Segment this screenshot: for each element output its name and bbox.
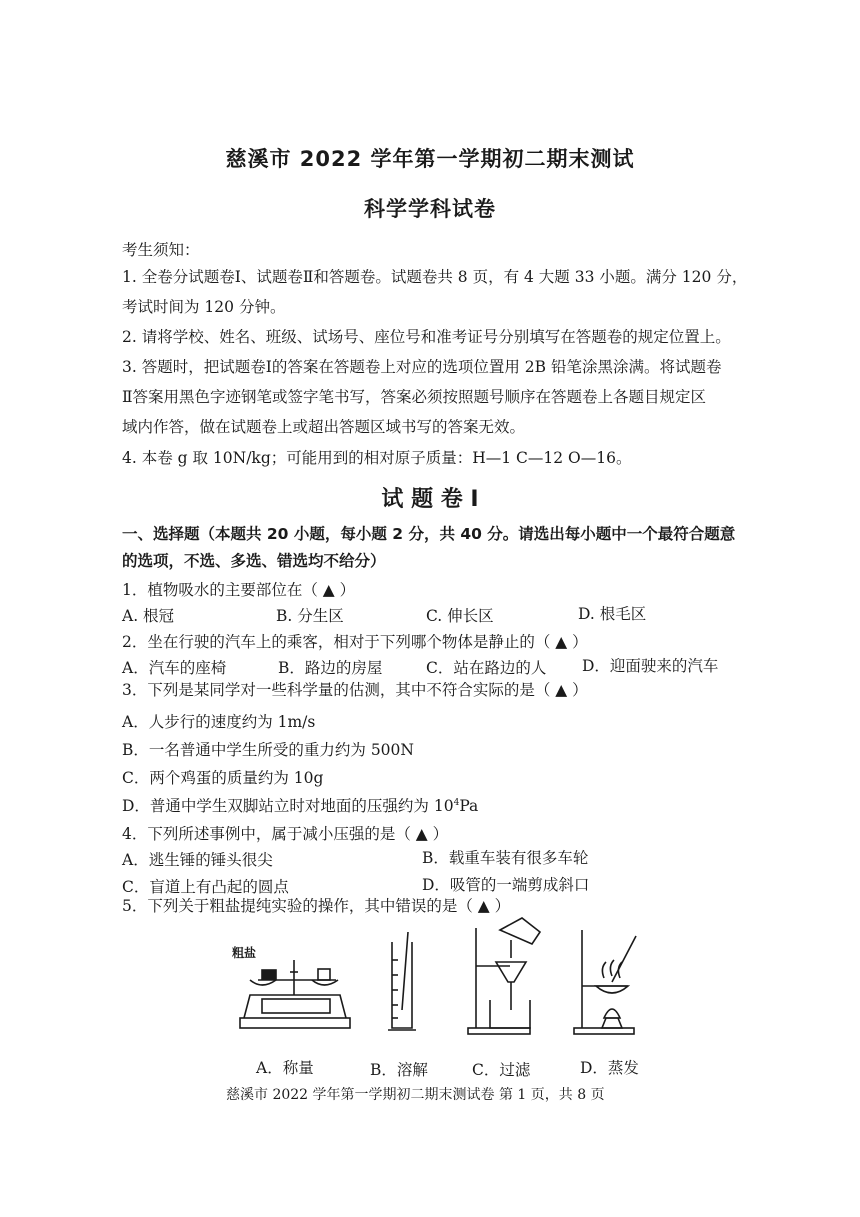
option: D. 根毛区 — [578, 605, 647, 623]
figure-caption: D．蒸发 — [580, 1059, 639, 1077]
section-title: 试 题 卷 Ⅰ — [381, 487, 479, 512]
page-footer: 慈溪市 2022 学年第一学期初二期末测试卷 第 1 页，共 8 页 — [226, 1087, 605, 1103]
section-instructions: 的选项，不选、多选、错选均不给分） — [122, 552, 386, 570]
figure-caption: B．溶解 — [370, 1061, 428, 1079]
page-title: 慈溪市 2022 学年第一学期初二期末测试 — [225, 147, 635, 171]
option: A．逃生锤的锤头很尖 — [122, 851, 273, 869]
option: C. 伸长区 — [426, 607, 494, 625]
option: D．普通中学生双脚站立时对地面的压强约为 $10^4Pa$ — [122, 797, 479, 815]
option: A．人步行的速度约为 1m/s — [122, 713, 316, 731]
option: B．路边的房屋 — [278, 659, 383, 677]
notice-item: 4. 本卷 g 取 10N/kg；可能用到的相对原子质量：H—1 C—12 O—16。 — [122, 449, 632, 467]
notice-item: 2. 请将学校、姓名、班级、试场号、座位号和准考证号分别填写在答题卷的规定位置上。 — [122, 328, 731, 346]
figure-label: 粗盐 — [232, 946, 257, 960]
option: A．汽车的座椅 — [122, 659, 227, 677]
option: D．吸管的一端剪成斜口 — [422, 876, 590, 894]
question-stem: 1．植物吸水的主要部位在（ ▲ ） — [122, 581, 356, 599]
figure-caption: A．称量 — [256, 1059, 314, 1077]
notice-item: 1. 全卷分试题卷Ⅰ、试题卷Ⅱ和答题卷。试题卷共 8 页，有 4 大题 33 小题。满分 120 分， — [122, 268, 748, 286]
option: C．盲道上有凸起的圆点 — [122, 878, 289, 896]
notice-item: 3. 答题时，把试题卷Ⅰ的答案在答题卷上对应的选项位置用 2B 铅笔涂黑涂满。将试题卷 — [122, 358, 722, 376]
option: C．两个鸡蛋的质量约为 10g — [122, 769, 324, 787]
option: B. 分生区 — [276, 607, 344, 625]
notice-item: Ⅱ答案用黑色字迹钢笔或签字笔书写，答案必须按照题号顺序在答题卷上各题目规定区 — [122, 388, 707, 406]
filtration-setup-icon — [468, 918, 540, 1034]
graduated-cylinder-icon — [388, 932, 416, 1030]
option: D．迎面驶来的汽车 — [582, 657, 719, 675]
option: C．站在路边的人 — [426, 659, 547, 677]
option: B．载重车装有很多车轮 — [422, 849, 589, 867]
notice-heading: 考生须知： — [122, 241, 200, 259]
question-stem: 4．下列所述事例中，属于减小压强的是（ ▲ ） — [122, 825, 449, 843]
balance-scale-icon — [240, 960, 350, 1028]
notice-item: 域内作答，做在试题卷上或超出答题区域书写的答案无效。 — [122, 418, 526, 436]
evaporation-setup-icon — [574, 930, 636, 1034]
page-subtitle: 科学学科试卷 — [364, 197, 496, 221]
option: A. 根冠 — [122, 607, 175, 625]
question-stem: 2．坐在行驶的汽车上的乘客，相对于下列哪个物体是静止的（ ▲ ） — [122, 633, 588, 651]
section-instructions: 一、选择题（本题共 20 小题，每小题 2 分，共 40 分。请选出每小题中一个最符合题意 — [122, 525, 736, 543]
figure-caption: C．过滤 — [472, 1061, 531, 1079]
option: B．一名普通中学生所受的重力约为 500N — [122, 741, 414, 759]
question-stem: 5．下列关于粗盐提纯实验的操作，其中错误的是（ ▲ ） — [122, 897, 511, 915]
notice-item: 考试时间为 120 分钟。 — [122, 298, 286, 316]
question-stem: 3．下列是某同学对一些科学量的估测，其中不符合实际的是（ ▲ ） — [122, 681, 588, 699]
